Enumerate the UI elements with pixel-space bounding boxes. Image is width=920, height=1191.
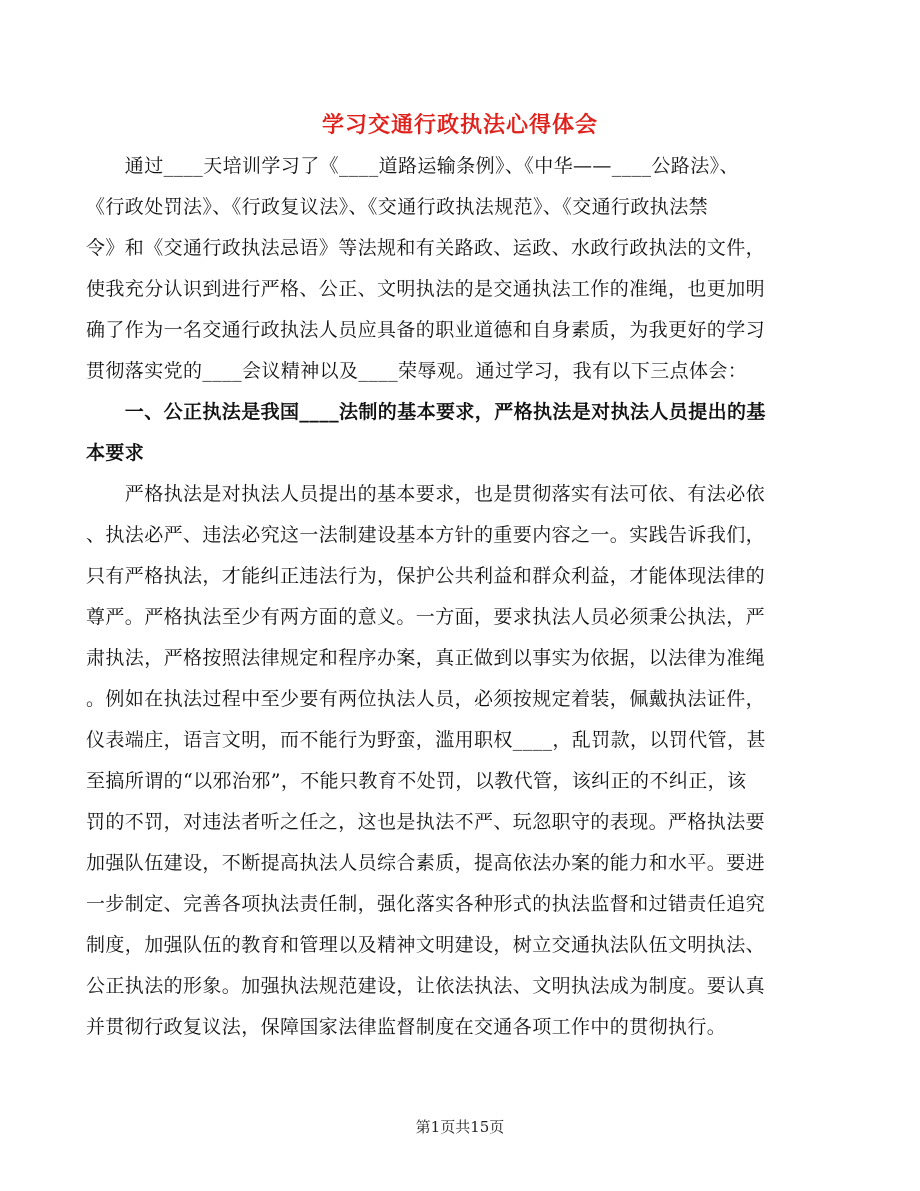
section-heading-line: 一、公正执法是我国____法制的基本要求，严格执法是对执法人员提出的基 — [86, 401, 766, 423]
body-line: 只有严格执法，才能纠正违法行为，保护公共利益和群众利益，才能体现法律的 — [86, 565, 766, 587]
body-line: 罚的不罚，对违法者听之任之，这也是执法不严、玩忽职守的表现。严格执法要 — [86, 811, 766, 833]
document-title: 学习交通行政执法心得体会 — [321, 112, 598, 138]
body-line: 。例如在执法过程中至少要有两位执法人员，必须按规定着装，佩戴执法证件， — [86, 688, 766, 710]
body-line: 肃执法，严格按照法律规定和程序办案，真正做到以事实为依据，以法律为准绳 — [86, 647, 766, 669]
body-line: 确了作为一名交通行政执法人员应具备的职业道德和自身素质，为我更好的学习 — [86, 319, 766, 341]
body-line: 并贯彻行政复议法，保障国家法律监督制度在交通各项工作中的贯彻执行。 — [86, 1016, 727, 1038]
body-line: 制度，加强队伍的教育和管理以及精神文明建设，树立交通执法队伍文明执法、 — [86, 934, 766, 956]
body-line: 通过____天培训学习了《____道路运输条例》、《中华——____公路法》、 — [86, 155, 739, 177]
body-line: 《行政处罚法》、《行政复议法》、《交通行政执法规范》、《交通行政执法禁 — [86, 196, 709, 218]
document-body — [86, 146, 836, 1048]
body-line: 加强队伍建设，不断提高执法人员综合素质，提高依法办案的能力和水平。要进 — [86, 852, 766, 874]
body-line: 使我充分认识到进行严格、公正、文明执法的是交通执法工作的准绳，也更加明 — [86, 278, 766, 300]
body-line: 仪表端庄，语言文明，而不能行为野蛮，滥用职权____，乱罚款，以罚代管，甚 — [86, 729, 766, 751]
body-line: 至搞所谓的“以邪治邪”，不能只教育不处罚，以教代管，该纠正的不纠正，该 — [86, 770, 747, 792]
page-number-footer: 第1页共15页 — [415, 1118, 505, 1136]
body-line: 令》和《交通行政执法忌语》等法规和有关路政、运政、水政行政执法的文件， — [86, 237, 766, 259]
body-line: 、执法必严、违法必究这一法制建设基本方针的重要内容之一。实践告诉我们， — [86, 524, 766, 546]
section-heading-line: 本要求 — [86, 442, 145, 464]
body-line: 严格执法是对执法人员提出的基本要求，也是贯彻落实有法可依、有法必依 — [86, 483, 766, 505]
body-line: 尊严。严格执法至少有两方面的意义。一方面，要求执法人员必须秉公执法，严 — [86, 606, 766, 628]
body-line: 公正执法的形象。加强执法规范建设，让依法执法、文明执法成为制度。要认真 — [86, 975, 766, 997]
body-line: 贯彻落实党的____会议精神以及____荣辱观。通过学习，我有以下三点体会： — [86, 360, 748, 382]
body-line: 一步制定、完善各项执法责任制，强化落实各种形式的执法监督和过错责任追究 — [86, 893, 766, 915]
